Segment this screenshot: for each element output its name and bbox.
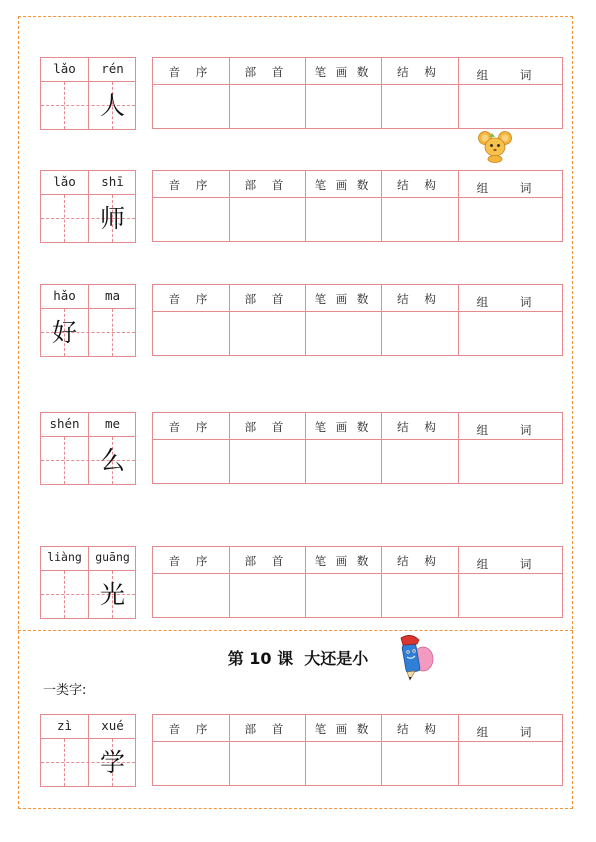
info-table-5 xyxy=(152,546,563,618)
pinyin: guāng xyxy=(95,550,130,564)
header-bushou: 部 首 xyxy=(244,292,290,306)
section-divider xyxy=(18,630,573,631)
header-jiegou: 结 构 xyxy=(397,178,442,192)
header-bushou: 部 首 xyxy=(244,420,290,434)
pinyin: lǎo xyxy=(53,174,76,189)
pinyin: xué xyxy=(101,718,124,733)
info-table-1 xyxy=(152,57,563,129)
hanzi: 学 xyxy=(99,748,125,777)
hanzi: 好 xyxy=(51,318,77,347)
header-bihuashu: 笔 画 数 xyxy=(314,722,372,736)
header-jiegou: 结 构 xyxy=(397,292,442,306)
mouse-mascot-icon xyxy=(478,129,512,163)
pinyin-grid-2 xyxy=(40,170,136,243)
lesson-name: 大还是小 xyxy=(304,649,369,668)
pencil-mascot-icon xyxy=(393,634,437,682)
info-table-2 xyxy=(152,170,563,242)
hanzi: 么 xyxy=(99,446,125,475)
pinyin-grid-5 xyxy=(40,546,136,619)
header-zuci: 组 词 xyxy=(476,725,546,739)
pinyin: lǎo xyxy=(53,61,76,76)
header-bihuashu: 笔 画 数 xyxy=(314,292,372,306)
header-yinxu: 音 序 xyxy=(168,65,214,79)
header-zuci: 组 词 xyxy=(476,423,546,437)
lesson-title xyxy=(0,646,596,669)
header-bushou: 部 首 xyxy=(244,722,290,736)
header-zuci: 组 词 xyxy=(476,68,546,82)
header-jiegou: 结 构 xyxy=(397,420,442,434)
header-bihuashu: 笔 画 数 xyxy=(314,554,372,568)
header-bihuashu: 笔 画 数 xyxy=(314,178,372,192)
header-jiegou: 结 构 xyxy=(397,554,442,568)
pinyin-grid-6 xyxy=(40,714,136,787)
pinyin-grid-1 xyxy=(40,57,136,130)
pinyin-grid-4 xyxy=(40,412,136,485)
header-zuci: 组 词 xyxy=(476,295,546,309)
header-bihuashu: 笔 画 数 xyxy=(314,65,372,79)
pinyin: hǎo xyxy=(53,288,76,303)
category-label: 一类字: xyxy=(43,683,87,698)
hanzi: 人 xyxy=(99,91,125,120)
header-zuci: 组 词 xyxy=(476,181,546,195)
info-table-3 xyxy=(152,284,563,356)
pinyin: liàng xyxy=(47,550,82,564)
header-zuci: 组 词 xyxy=(476,557,546,571)
hanzi: 师 xyxy=(99,204,125,233)
pinyin: rén xyxy=(101,61,124,76)
pinyin: shén xyxy=(49,416,80,431)
pinyin: ma xyxy=(104,288,121,303)
header-bihuashu: 笔 画 数 xyxy=(314,420,372,434)
header-jiegou: 结 构 xyxy=(397,722,442,736)
header-yinxu: 音 序 xyxy=(168,722,214,736)
header-jiegou: 结 构 xyxy=(397,65,442,79)
info-table-4 xyxy=(152,412,563,484)
header-bushou: 部 首 xyxy=(244,65,290,79)
pinyin: shī xyxy=(101,174,124,189)
header-yinxu: 音 序 xyxy=(168,178,214,192)
pinyin-grid-3 xyxy=(40,284,136,357)
header-bushou: 部 首 xyxy=(244,554,290,568)
info-table-6 xyxy=(152,714,563,786)
header-yinxu: 音 序 xyxy=(168,554,214,568)
lesson-number: 第 10 课 xyxy=(227,649,294,668)
header-yinxu: 音 序 xyxy=(168,420,214,434)
pinyin: me xyxy=(104,416,121,431)
header-bushou: 部 首 xyxy=(244,178,290,192)
header-yinxu: 音 序 xyxy=(168,292,214,306)
hanzi: 光 xyxy=(99,580,125,609)
pinyin: zì xyxy=(56,718,73,733)
